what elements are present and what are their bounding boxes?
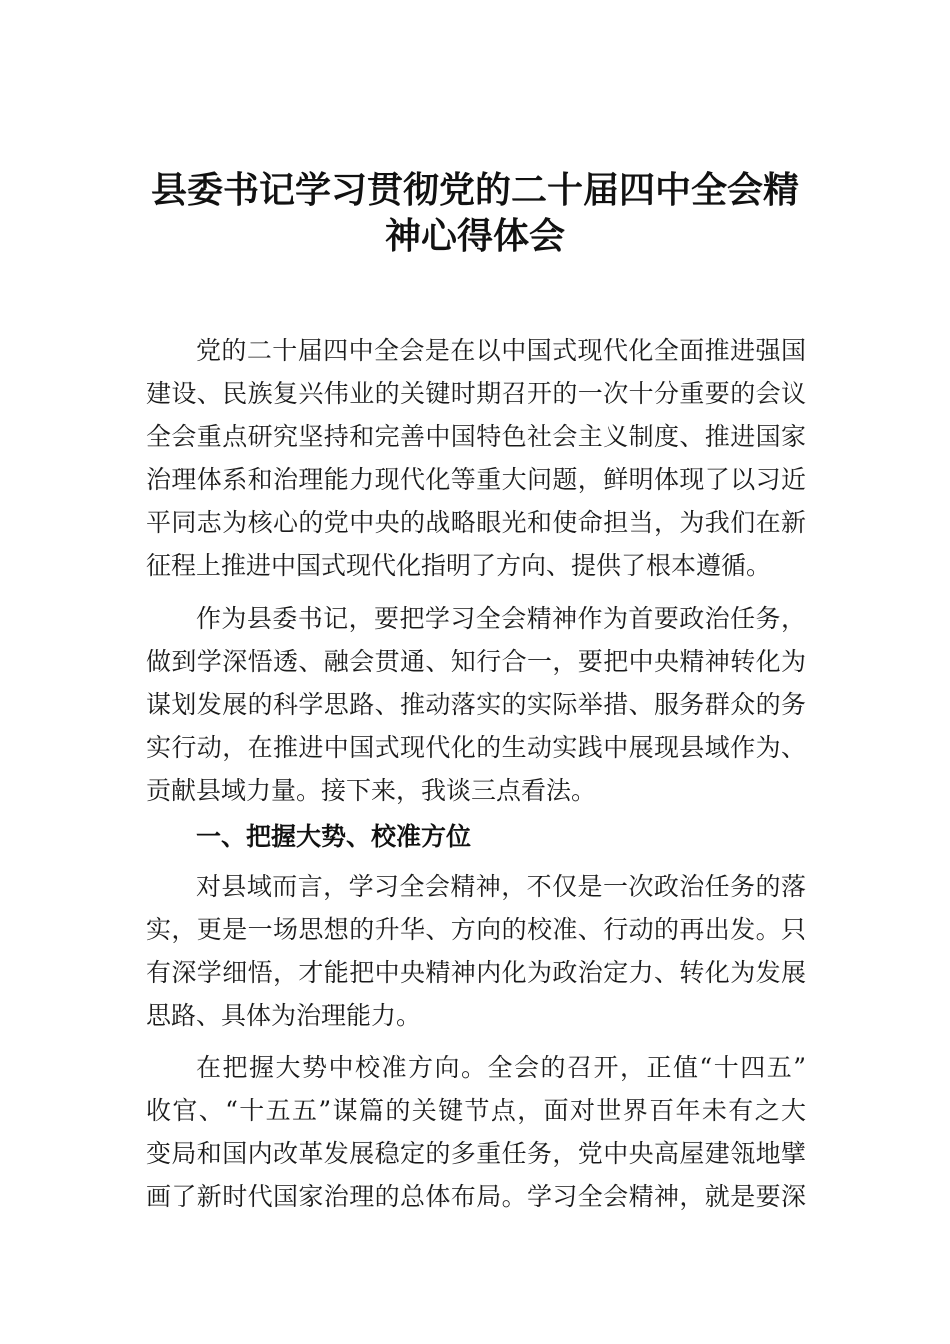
document-title-line-1: 县委书记学习贯彻党的二十届四中全会精 [150, 169, 799, 211]
paragraph-3-line-3: 有深学细悟，才能把中央精神内化为政治定力、转化为发展 [146, 958, 806, 987]
paragraph-3-line-2: 实，更是一场思想的升华、方向的校准、行动的再出发。只 [146, 915, 806, 944]
paragraph-1-line-4: 治理体系和治理能力现代化等重大问题，鲜明体现了以习近 [146, 465, 806, 494]
paragraph-4-line-2: 收官、“十五五”谋篇的关键节点，面对世界百年未有之大 [146, 1096, 806, 1125]
paragraph-3-line-1: 对县域而言，学习全会精神，不仅是一次政治任务的落 [196, 872, 806, 901]
paragraph-4-line-3: 变局和国内改革发展稳定的多重任务，党中央高屋建瓴地擘 [146, 1139, 806, 1168]
paragraph-2-line-1: 作为县委书记，要把学习全会精神作为首要政治任务， [196, 604, 806, 633]
paragraph-1-line-5: 平同志为核心的党中央的战略眼光和使命担当，为我们在新 [146, 508, 806, 537]
section-1-heading: 一、把握大势、校准方位 [196, 822, 472, 851]
paragraph-1-line-2: 建设、民族复兴伟业的关键时期召开的一次十分重要的会议 [146, 379, 806, 408]
paragraph-3-line-4: 思路、具体为治理能力。 [146, 1001, 422, 1030]
document-title-line-2: 神心得体会 [384, 215, 565, 257]
paragraph-1-line-6: 征程上推进中国式现代化指明了方向、提供了根本遵循。 [146, 551, 772, 580]
paragraph-1-line-3: 全会重点研究坚持和完善中国特色社会主义制度、推进国家 [146, 422, 806, 451]
paragraph-1-line-1: 党的二十届四中全会是在以中国式现代化全面推进强国 [196, 336, 806, 365]
paragraph-2-line-3: 谋划发展的科学思路、推动落实的实际举措、服务群众的务 [146, 690, 806, 719]
paragraph-4-line-1: 在把握大势中校准方向。全会的召开，正值“十四五” [196, 1053, 806, 1082]
paragraph-2-line-2: 做到学深悟透、融会贯通、知行合一，要把中央精神转化为 [146, 647, 806, 676]
paragraph-2-line-4: 实行动，在推进中国式现代化的生动实践中展现县域作为、 [146, 733, 806, 762]
paragraph-2-line-5: 贡献县域力量。接下来，我谈三点看法。 [146, 776, 597, 805]
paragraph-4-line-4: 画了新时代国家治理的总体布局。学习全会精神，就是要深 [146, 1182, 806, 1211]
